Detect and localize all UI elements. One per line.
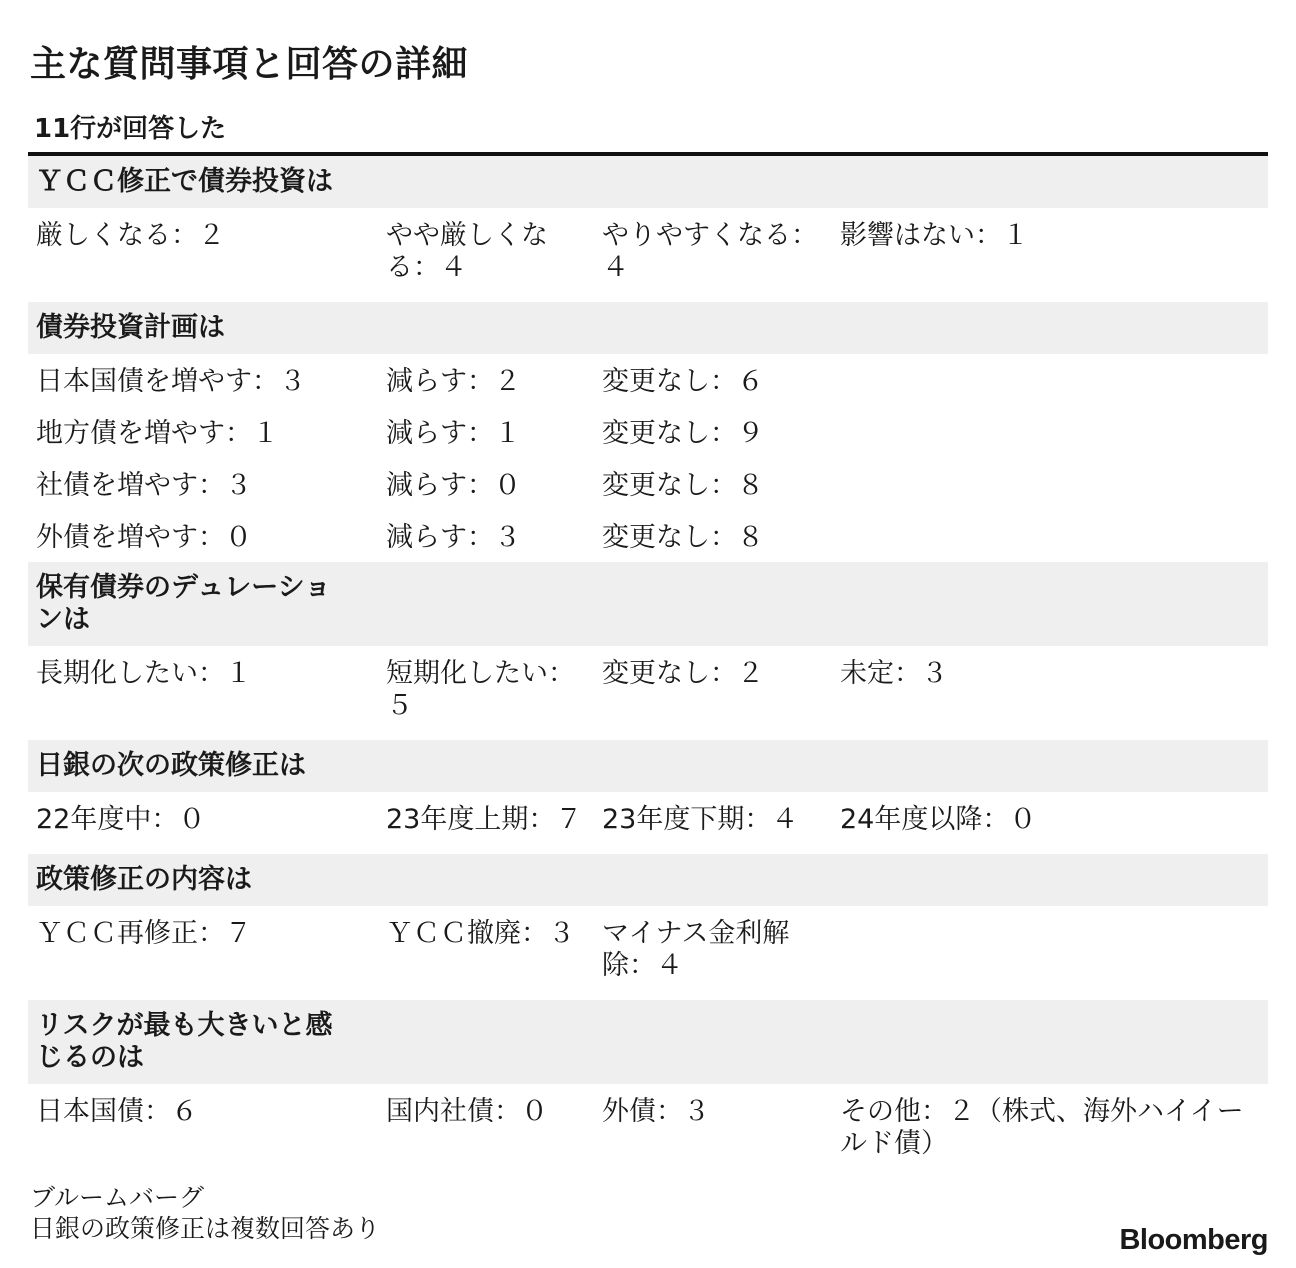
footer-notes <box>30 1182 380 1244</box>
table-cell: ＹＣＣ撤廃：３ <box>386 918 575 949</box>
table-row <box>28 354 1268 406</box>
table-cell: 社債を増やす：３ <box>36 470 252 501</box>
section-header <box>28 302 1268 354</box>
table-row <box>28 792 1268 854</box>
table-row <box>28 646 1268 740</box>
table-cell: 24年度以降：０ <box>840 804 1037 835</box>
table-row <box>28 510 1268 562</box>
table-cell: 変更なし：６ <box>602 366 764 397</box>
table-cell: やや厳しくなる：４ <box>386 220 548 283</box>
table-cell: 厳しくなる：２ <box>36 220 225 251</box>
section-header-label: 保有債券のデュレーションは <box>36 572 332 635</box>
section-header <box>28 562 1268 646</box>
table-cell: 変更なし：８ <box>602 522 764 553</box>
table-cell: 23年度上期：７ <box>386 804 583 835</box>
table-cell: その他：２（株式、海外ハイイールド債） <box>840 1096 1244 1159</box>
section-header <box>28 740 1268 792</box>
bloomberg-logo: Bloomberg <box>1119 1224 1268 1256</box>
table-cell: 国内社債：０ <box>386 1096 548 1127</box>
table-cell: 日本国債：６ <box>36 1096 198 1127</box>
section-header-label: 日銀の次の政策修正は <box>36 750 306 781</box>
page-subtitle: 11行が回答した <box>34 114 227 144</box>
table-cell: 影響はない：１ <box>840 220 1029 251</box>
page-title: 主な質問事項と回答の詳細 <box>30 44 469 85</box>
table-row <box>28 406 1268 458</box>
table-cell: 外債：３ <box>602 1096 710 1127</box>
table-cell: 地方債を増やす：１ <box>36 418 279 449</box>
section-header-label: リスクが最も大きいと感じるのは <box>36 1010 333 1073</box>
table-cell: 22年度中：０ <box>36 804 206 835</box>
table-row <box>28 458 1268 510</box>
section-header-label: ＹＣＣ修正で債券投資は <box>36 166 333 197</box>
table-cell: 減らす：２ <box>386 366 521 397</box>
table-cell: マイナス金利解除：４ <box>602 918 790 981</box>
table-cell: 変更なし：２ <box>602 658 764 689</box>
table-cell: 短期化したい：５ <box>386 658 575 721</box>
table-cell: 外債を増やす：０ <box>36 522 252 553</box>
table-cell: やりやすくなる：４ <box>602 220 818 283</box>
table-cell: 日本国債を増やす：３ <box>36 366 306 397</box>
section-header <box>28 156 1268 208</box>
table-cell: 減らす：３ <box>386 522 521 553</box>
table-row <box>28 906 1268 1000</box>
section-header-label: 債券投資計画は <box>36 312 225 343</box>
table-cell: 未定：３ <box>840 658 948 689</box>
table-cell: 23年度下期：４ <box>602 804 799 835</box>
table-cell: ＹＣＣ再修正：７ <box>36 918 252 949</box>
table-cell: 減らす：１ <box>386 418 521 449</box>
section-header <box>28 1000 1268 1084</box>
table-row <box>28 208 1268 302</box>
section-header <box>28 854 1268 906</box>
source-label: ブルームバーグ <box>30 1183 205 1212</box>
table-cell: 変更なし：９ <box>602 418 764 449</box>
table-row <box>28 1084 1268 1178</box>
survey-table <box>28 152 1268 1178</box>
section-header-label: 政策修正の内容は <box>36 864 252 895</box>
table-cell: 減らす：０ <box>386 470 521 501</box>
table-cell: 変更なし：８ <box>602 470 764 501</box>
table-cell: 長期化したい：１ <box>36 658 252 689</box>
note-label: 日銀の政策修正は複数回答あり <box>30 1214 381 1243</box>
